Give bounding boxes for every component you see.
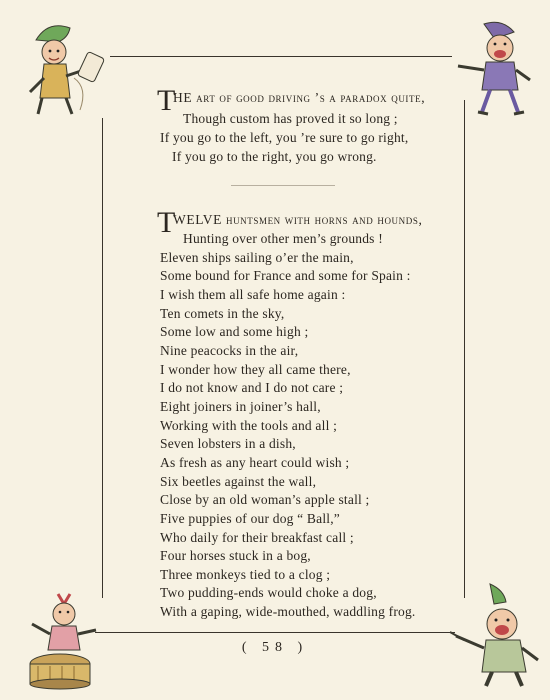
verse-2-drop-cap: T	[157, 206, 176, 239]
verse-1-drop-cap: T	[157, 84, 176, 117]
verse-2-line: Hunting over other men’s grounds !	[183, 231, 383, 246]
verse-2-line: Eight joiners in joiner’s hall,	[160, 399, 321, 414]
verse-2-line: I wonder how they all came there,	[160, 362, 351, 377]
verse-2-line: Working with the tools and all ;	[160, 418, 338, 433]
frame-bottom-rule	[95, 632, 455, 633]
verse-2-line: Close by an old woman’s apple stall ;	[160, 492, 370, 507]
verse-2-line: Some bound for France and some for Spain :	[160, 268, 411, 283]
elf-with-comb-icon	[18, 18, 118, 118]
frame-top-rule	[110, 56, 452, 57]
verse-divider	[231, 185, 335, 186]
elf-laughing-icon	[446, 580, 542, 690]
elf-pointing-icon	[444, 18, 534, 118]
frame-left-rule	[102, 118, 103, 598]
verse-2-line: Seven lobsters in a dish,	[160, 436, 296, 451]
frame-right-rule	[464, 100, 465, 598]
verse-2-line: Five puppies of our dog “ Ball,”	[160, 511, 340, 526]
page-number: ( 58 )	[241, 640, 309, 655]
verse-2-line: Some low and some high ;	[160, 324, 309, 339]
verse-2-line: Four horses stuck in a bog,	[160, 548, 311, 563]
verse-2-first-line: WELVE huntsmen with horns and hounds,	[173, 212, 423, 227]
verse-2-line: Nine peacocks in the air,	[160, 343, 299, 358]
verse-2-line: With a gaping, wide-mouthed, waddling frog.	[160, 604, 416, 619]
verse-2-line: Ten comets in the sky,	[160, 306, 285, 321]
verse-2-line: As fresh as any heart could wish ;	[160, 455, 350, 470]
verse-2-line: I do not know and I do not care ;	[160, 380, 344, 395]
verse-2-line: Two pudding-ends would choke a dog,	[160, 585, 377, 600]
verse-2-line: Three monkeys tied to a clog ;	[160, 567, 331, 582]
verse-2-line: Eleven ships sailing o’er the main,	[160, 250, 354, 265]
verse-1-first-line: HE art of good driving ’s a paradox quite,	[173, 90, 426, 105]
verse-2-line: Who daily for their breakfast call ;	[160, 530, 354, 545]
verse-2-line: Six beetles against the wall,	[160, 474, 317, 489]
verse-1-line: If you go to the left, you ’re sure to go right,	[160, 130, 409, 145]
verse-2-line: I wish them all safe home again :	[160, 287, 346, 302]
verse-1-line: Though custom has proved it so long ;	[183, 111, 398, 126]
verse-1-line: If you go to the right, you go wrong.	[172, 149, 377, 164]
